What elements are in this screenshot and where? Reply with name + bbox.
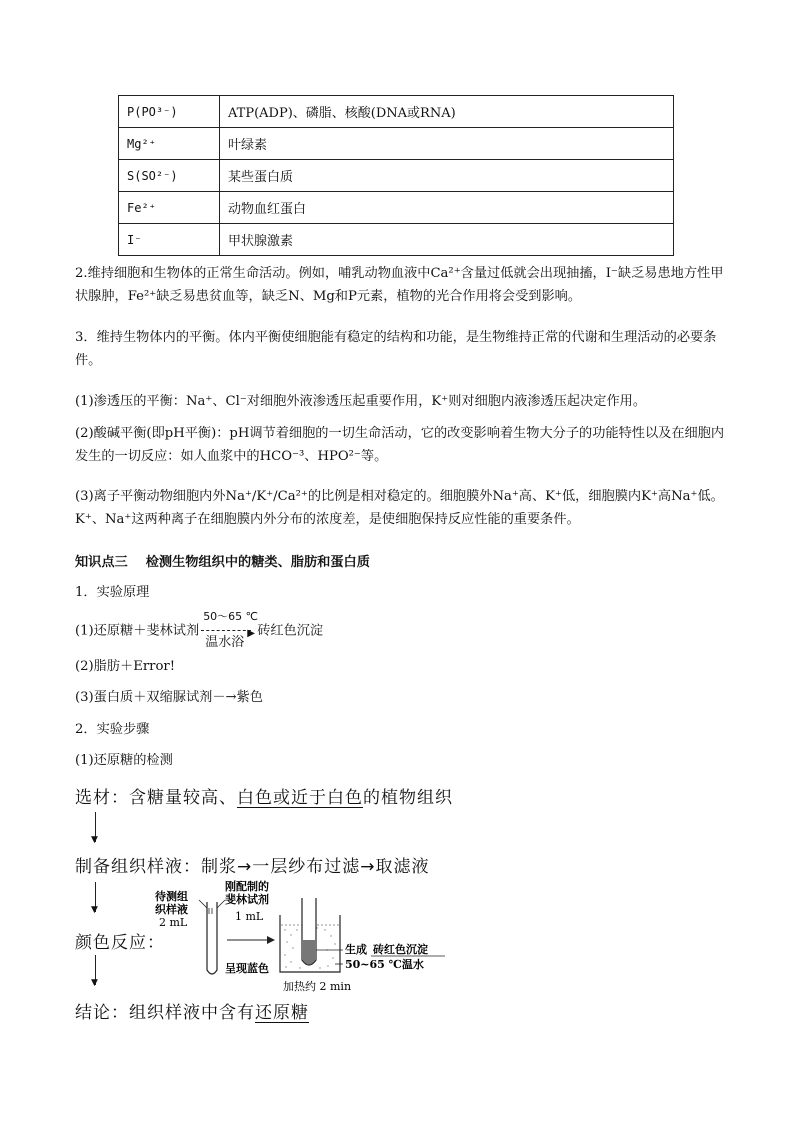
paragraph-ion-balance: (3)离子平衡动物细胞内外Na⁺/K⁺/Ca²⁺的比例是相对稳定的。细胞膜外Na⁺高、K⁺低，细胞膜内K⁺高Na⁺低。K⁺、Na⁺这两种离子在细胞膜内外分布的浓度差，是使细胞保持反应性能的重要条件。 [75,489,724,527]
down-arrow-icon: ▼ [91,835,98,845]
ion-cell: I⁻ [119,224,220,256]
knowledge-point-title: 检测生物组织中的糖类、脂肪和蛋白质 [145,555,370,570]
ion-cell: Fe²⁺ [119,192,220,224]
sample-label: 织样液 [155,903,188,916]
reagent-label: 斐林试剂 [225,893,269,906]
function-cell: ATP(ADP)、磷脂、核酸(DNA或RNA) [220,96,674,128]
principle-item-fat [75,657,175,677]
test-tube-apparatus [155,880,455,995]
conclusion-emphasis: 还原糖 [255,1003,309,1023]
function-cell: 动物血红蛋白 [220,192,674,224]
table-row [119,224,674,256]
flow-step-color: 颜色反应： [75,933,165,953]
knowledge-point-label: 知识点三 [75,555,128,570]
paragraph-osmotic-balance: (1)渗透压的平衡：Na⁺、Cl⁻对细胞外液渗透压起重要作用，K⁺则对细胞内液渗透压起决定作用。 [75,394,647,409]
condition-bath: 温水浴 [205,635,245,650]
test-tube-icon [199,900,225,974]
table-row [119,128,674,160]
paragraph-life-activities: 2.维持细胞和生物体的正常生命活动。例如，哺乳动物血液中Ca²⁺含量过低就会出现抽搐，I⁻缺乏易患地方性甲状腺肿，Fe²⁺缺乏易患贫血等，缺乏N、Mg和P元素，植物的光合作用将会受到影响。 [75,266,724,304]
function-cell: 某些蛋白质 [220,160,674,192]
steps-heading: 2．实验步骤 [75,722,150,737]
table-row [119,96,674,128]
precipitate-label: 砖红色沉淀 [373,943,428,956]
water-bath-icon [280,898,340,972]
right-arrow-icon [227,936,275,944]
flow-step-material [75,783,453,808]
principle-item-reducing-sugar [75,610,324,650]
table-row [119,192,674,224]
material-suffix: 的植物组织 [363,788,453,808]
ion-function-table [118,95,674,256]
sample-volume: 2 mL [159,916,188,929]
ion-cell: S(SO²⁻) [119,160,220,192]
material-prefix: 选材：含糖量较高、 [75,788,237,808]
steps-subheading: (1)还原糖的检测 [75,753,173,768]
table-row [119,160,674,192]
blue-observation: 呈现蓝色 [225,962,269,975]
fat-reaction: (2)脂肪＋Error! [75,659,176,674]
arrow-head-icon: ▶ [247,628,255,639]
condition-temperature: 50～65 ℃ [203,610,259,623]
principle-heading: 1．实验原理 [75,585,150,600]
heating-time-label: 加热约 2 min [283,980,352,993]
sample-label: 待测组 [155,890,188,903]
principle-item-protein: (3)蛋白质＋双缩脲试剂－→紫色 [75,690,263,705]
material-emphasis: 白色或近于白色 [237,788,363,808]
down-arrow-icon: ▼ [91,905,98,915]
paragraph-acid-base-balance: (2)酸碱平衡(即pH平衡)：pH调节着细胞的一切生命活动，它的改变影响着生物大分子的功能特性以及在细胞内发生的一切反应：如人血浆中的HCO⁻³、HPO²⁻等。 [75,426,725,464]
function-cell: 甲状腺激素 [220,224,674,256]
function-cell: 叶绿素 [220,128,674,160]
ion-cell: P(PO³⁻) [119,96,220,128]
down-arrow-icon: ▼ [91,978,98,988]
flow-step-conclusion [75,998,309,1023]
reaction-left: (1)还原糖＋斐林试剂 [75,623,200,639]
generate-label: 生成 [345,943,367,956]
arrow-shaft [201,630,251,631]
water-temperature-label: 50~65 ℃温水 [345,958,424,971]
section-heading [75,551,370,570]
ion-cell: Mg²⁺ [119,128,220,160]
flow-step-prepare: 制备组织样液：制浆→一层纱布过滤→取滤液 [75,857,430,877]
reaction-right: 砖红色沉淀 [257,623,324,639]
paragraph-homeostasis: 3．维持生物体内的平衡。体内平衡使细胞能有稳定的结构和功能，是生物维持正常的代谢和生理活动的必要条件。 [75,330,717,368]
conclusion-prefix: 结论：组织样液中含有 [75,1003,255,1023]
reagent-volume: 1 mL [235,910,264,923]
condition-arrow [201,610,259,650]
reagent-label: 刚配制的 [225,880,269,893]
